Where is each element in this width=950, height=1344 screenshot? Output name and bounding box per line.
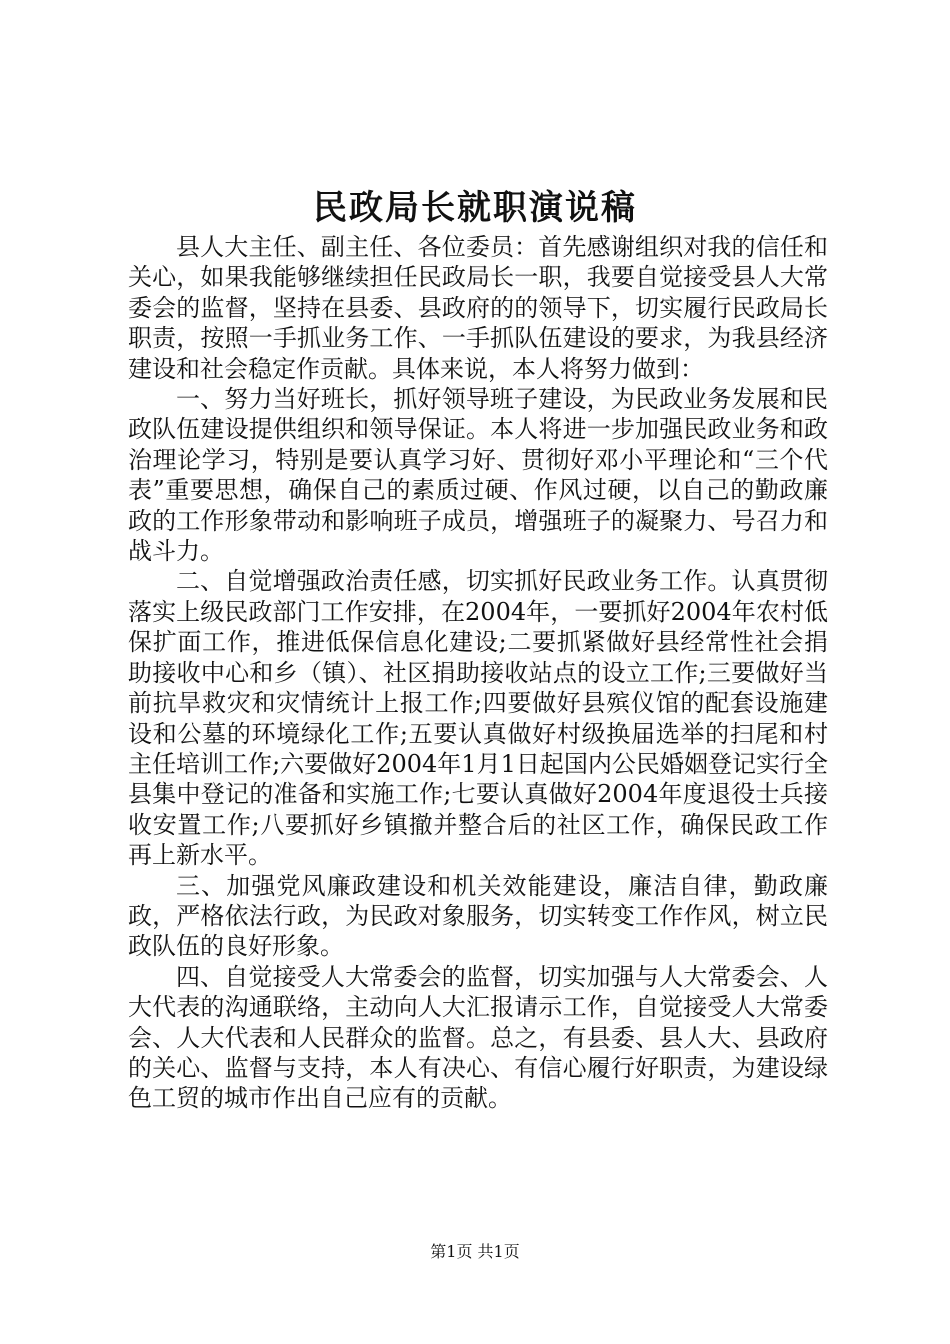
paragraph-opening: 县人大主任、副主任、各位委员：首先感谢组织对我的信任和关心，如果我能够继续担任民政局长一职，我要自觉接受县人大常委会的监督，坚持在县委、县政府的的领导下，切实履行民政局长职责，按照一手抓业务工作、一手抓队伍建设的要求，为我县经济建设和社会稳定作贡献。具体来说，本人将努力做到： <box>128 233 828 383</box>
paragraph-point-1: 一、努力当好班长，抓好领导班子建设，为民政业务发展和民政队伍建设提供组织和领导保证。本人将进一步加强民政业务和政治理论学习，特别是要认真学习好、贯彻好邓小平理论和“三个代表”重要思想，确保自己的素质过硬、作风过硬，以自己的勤政廉政的工作形象带动和影响班子成员，增强班子的凝聚力、号召力和战斗力。 <box>128 385 828 566</box>
document-title: 民政局长就职演说稿 <box>313 188 637 228</box>
paragraph-point-3: 三、加强党风廉政建设和机关效能建设，廉洁自律，勤政廉政，严格依法行政，为民政对象服务，切实转变工作作风，树立民政队伍的良好形象。 <box>128 871 828 961</box>
paragraph-point-4: 四、自觉接受人大常委会的监督，切实加强与人大常委会、人大代表的沟通联络，主动向人大汇报请示工作，自觉接受人大常委会、人大代表和人民群众的监督。总之，有县委、县人大、县政府的关心、监督与支持，本人有决心、有信心履行好职责，为建设绿色工贸的城市作出自己应有的贡献。 <box>128 962 828 1113</box>
document-body <box>128 232 828 1114</box>
page-number-footer: 第1页 共1页 <box>430 1242 520 1261</box>
paragraph-point-2: 二、自觉增强政治责任感，切实抓好民政业务工作。认真贯彻落实上级民政部门工作安排，在2004年，一要抓好2004年农村低保扩面工作，推进低保信息化建设;二要抓紧做好县经常性社会捐助接收中心和乡（镇）、社区捐助接收站点的设立工作;三要做好当前抗旱救灾和灾情统计上报工作;四要做好县殡仪馆的配套设施建设和公墓的环境绿化工作;五要认真做好村级换届选举的扫尾和村主任培训工作;六要做好2004年1月1日起国内公民婚姻登记实行全县集中登记的准备和实施工作;七要认真做好2004年度退役士兵接收安置工作;八要抓好乡镇撤并整合后的社区工作，确保民政工作再上新水平。 <box>128 567 828 870</box>
